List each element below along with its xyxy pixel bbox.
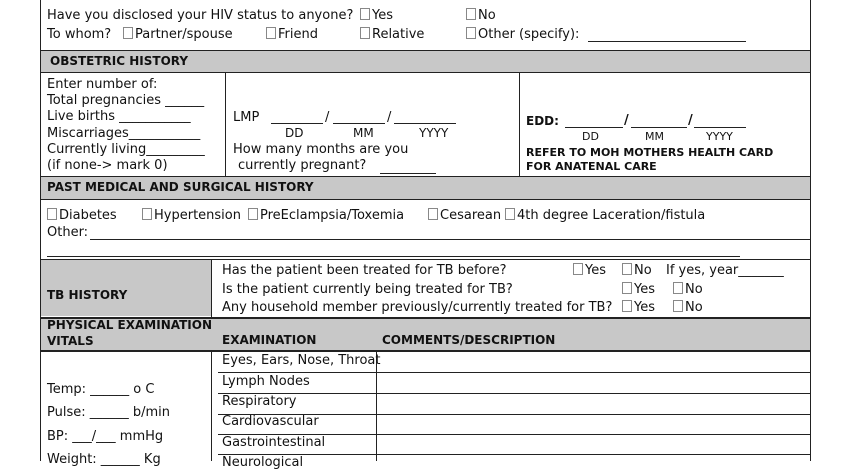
checkbox-icon[interactable] <box>360 8 370 20</box>
lmp-yyyy-label: YYYY <box>419 126 449 140</box>
exam-row-label: Respiratory <box>222 394 297 409</box>
friend-option[interactable]: Friend <box>266 27 318 42</box>
vitals-label: VITALS <box>47 334 94 348</box>
other-history-field-line2[interactable] <box>47 255 740 257</box>
tb-q3-no[interactable]: No <box>673 300 703 315</box>
tb-q1-no[interactable]: No <box>622 263 652 278</box>
exam-comment-field[interactable] <box>377 393 809 413</box>
hiv-yes-option[interactable]: Yes <box>360 8 393 23</box>
checkbox-icon[interactable] <box>573 263 583 275</box>
exam-row-label: Cardiovascular <box>222 414 319 429</box>
checkbox-icon[interactable] <box>466 8 476 20</box>
tb-question-1: Has the patient been treated for TB before? <box>222 263 507 278</box>
divider <box>519 72 520 176</box>
divider <box>211 350 212 461</box>
hypertension-option[interactable]: Hypertension <box>142 208 241 223</box>
divider <box>40 199 811 200</box>
checkbox-icon[interactable] <box>622 263 632 275</box>
other-history-field[interactable] <box>90 238 810 240</box>
lmp-month-field[interactable] <box>333 122 385 124</box>
tb-year-field[interactable]: If yes, year_______ <box>666 263 784 278</box>
physical-title: PHYSICAL EXAMINATION <box>47 318 212 332</box>
lmp-slash: / <box>387 110 392 125</box>
past-medical-title: PAST MEDICAL AND SURGICAL HISTORY <box>47 180 314 194</box>
refer-note-line1: REFER TO MOH MOTHERS HEALTH CARD <box>526 146 774 159</box>
exam-row-label: Gastrointestinal <box>222 435 326 450</box>
exam-row-label: Neurological <box>222 455 304 470</box>
laceration-option[interactable]: 4th degree Laceration/fistula <box>505 208 705 223</box>
checkbox-icon[interactable] <box>673 300 683 312</box>
exam-comment-field[interactable] <box>377 352 809 371</box>
edd-month-field[interactable] <box>631 126 687 128</box>
refer-note-line2: FOR ANATENAL CARE <box>526 160 657 173</box>
lmp-mm-label: MM <box>353 126 374 140</box>
tb-q1-yes[interactable]: Yes <box>573 263 606 278</box>
partner-option[interactable]: Partner/spouse <box>123 27 233 42</box>
other-history-label: Other: <box>47 225 89 240</box>
exam-comment-field[interactable] <box>377 372 809 392</box>
total-pregnancies-field[interactable]: Total pregnancies ______ <box>47 93 205 108</box>
edd-dd-label: DD <box>582 130 599 143</box>
edd-year-field[interactable] <box>694 126 746 128</box>
edd-yyyy-label: YYYY <box>706 130 733 143</box>
exam-row-label: Eyes, Ears, Nose, Throat <box>222 353 381 368</box>
lmp-day-field[interactable] <box>271 122 323 124</box>
lmp-dd-label: DD <box>285 126 304 140</box>
how-many-months-label: How many months are you <box>233 142 409 157</box>
checkbox-icon[interactable] <box>505 208 515 220</box>
tb-q2-no[interactable]: No <box>673 282 703 297</box>
exam-comment-field[interactable] <box>377 434 809 453</box>
bp-field[interactable]: BP: ___/___ mmHg <box>47 429 164 444</box>
edd-slash: / <box>688 113 693 128</box>
obstetric-title: OBSTETRIC HISTORY <box>50 54 189 68</box>
checkbox-icon[interactable] <box>360 27 370 39</box>
edd-day-field[interactable] <box>565 126 623 128</box>
checkbox-icon[interactable] <box>47 208 57 220</box>
edd-slash: / <box>624 113 629 128</box>
weight-field[interactable]: Weight: ______ Kg <box>47 452 161 467</box>
comments-header: COMMENTS/DESCRIPTION <box>382 333 556 347</box>
lmp-slash: / <box>325 110 330 125</box>
diabetes-option[interactable]: Diabetes <box>47 208 117 223</box>
divider <box>40 72 811 73</box>
edd-mm-label: MM <box>645 130 664 143</box>
checkbox-icon[interactable] <box>123 27 133 39</box>
tb-q2-yes[interactable]: Yes <box>622 282 655 297</box>
exam-comment-field[interactable] <box>377 414 809 433</box>
live-births-field[interactable]: Live births ___________ <box>47 109 191 124</box>
divider <box>211 259 212 317</box>
divider <box>225 72 226 176</box>
exam-row-label: Lymph Nodes <box>222 374 310 389</box>
checkbox-icon[interactable] <box>248 208 258 220</box>
checkbox-icon[interactable] <box>266 27 276 39</box>
exam-row-divider <box>218 453 811 455</box>
currently-pregnant-label: currently pregnant? <box>238 158 367 173</box>
lmp-year-field[interactable] <box>394 122 456 124</box>
checkbox-icon[interactable] <box>622 300 632 312</box>
enter-number-label: Enter number of: <box>47 77 158 92</box>
to-whom-label: To whom? <box>47 27 112 42</box>
tb-q3-yes[interactable]: Yes <box>622 300 655 315</box>
if-none-note: (if none-> mark 0) <box>47 158 168 173</box>
relative-option[interactable]: Relative <box>360 27 424 42</box>
other-option[interactable]: Other (specify): <box>466 27 579 42</box>
examination-header: EXAMINATION <box>222 333 317 347</box>
tb-title: TB HISTORY <box>47 288 128 302</box>
tb-question-3: Any household member previously/currently treated for TB? <box>222 300 613 315</box>
checkbox-icon[interactable] <box>622 282 632 294</box>
temp-field[interactable]: Temp: ______ o C <box>47 382 155 397</box>
checkbox-icon[interactable] <box>428 208 438 220</box>
other-specify-field[interactable] <box>588 40 746 42</box>
hiv-no-option[interactable]: No <box>466 8 496 23</box>
cesarean-option[interactable]: Cesarean <box>428 208 501 223</box>
checkbox-icon[interactable] <box>142 208 152 220</box>
pulse-field[interactable]: Pulse: ______ b/min <box>47 405 171 420</box>
tb-question-2: Is the patient currently being treated for TB? <box>222 282 513 297</box>
currently-living-field[interactable]: Currently living_________ <box>47 142 205 157</box>
edd-label: EDD: <box>526 114 559 128</box>
miscarriages-field[interactable]: Miscarriages___________ <box>47 126 201 141</box>
checkbox-icon[interactable] <box>466 27 476 39</box>
checkbox-icon[interactable] <box>673 282 683 294</box>
months-pregnant-field[interactable] <box>380 172 436 174</box>
hiv-question: Have you disclosed your HIV status to anyone? <box>47 8 354 23</box>
lmp-label: LMP <box>233 110 260 125</box>
preeclampsia-option[interactable]: PreEclampsia/Toxemia <box>248 208 404 223</box>
